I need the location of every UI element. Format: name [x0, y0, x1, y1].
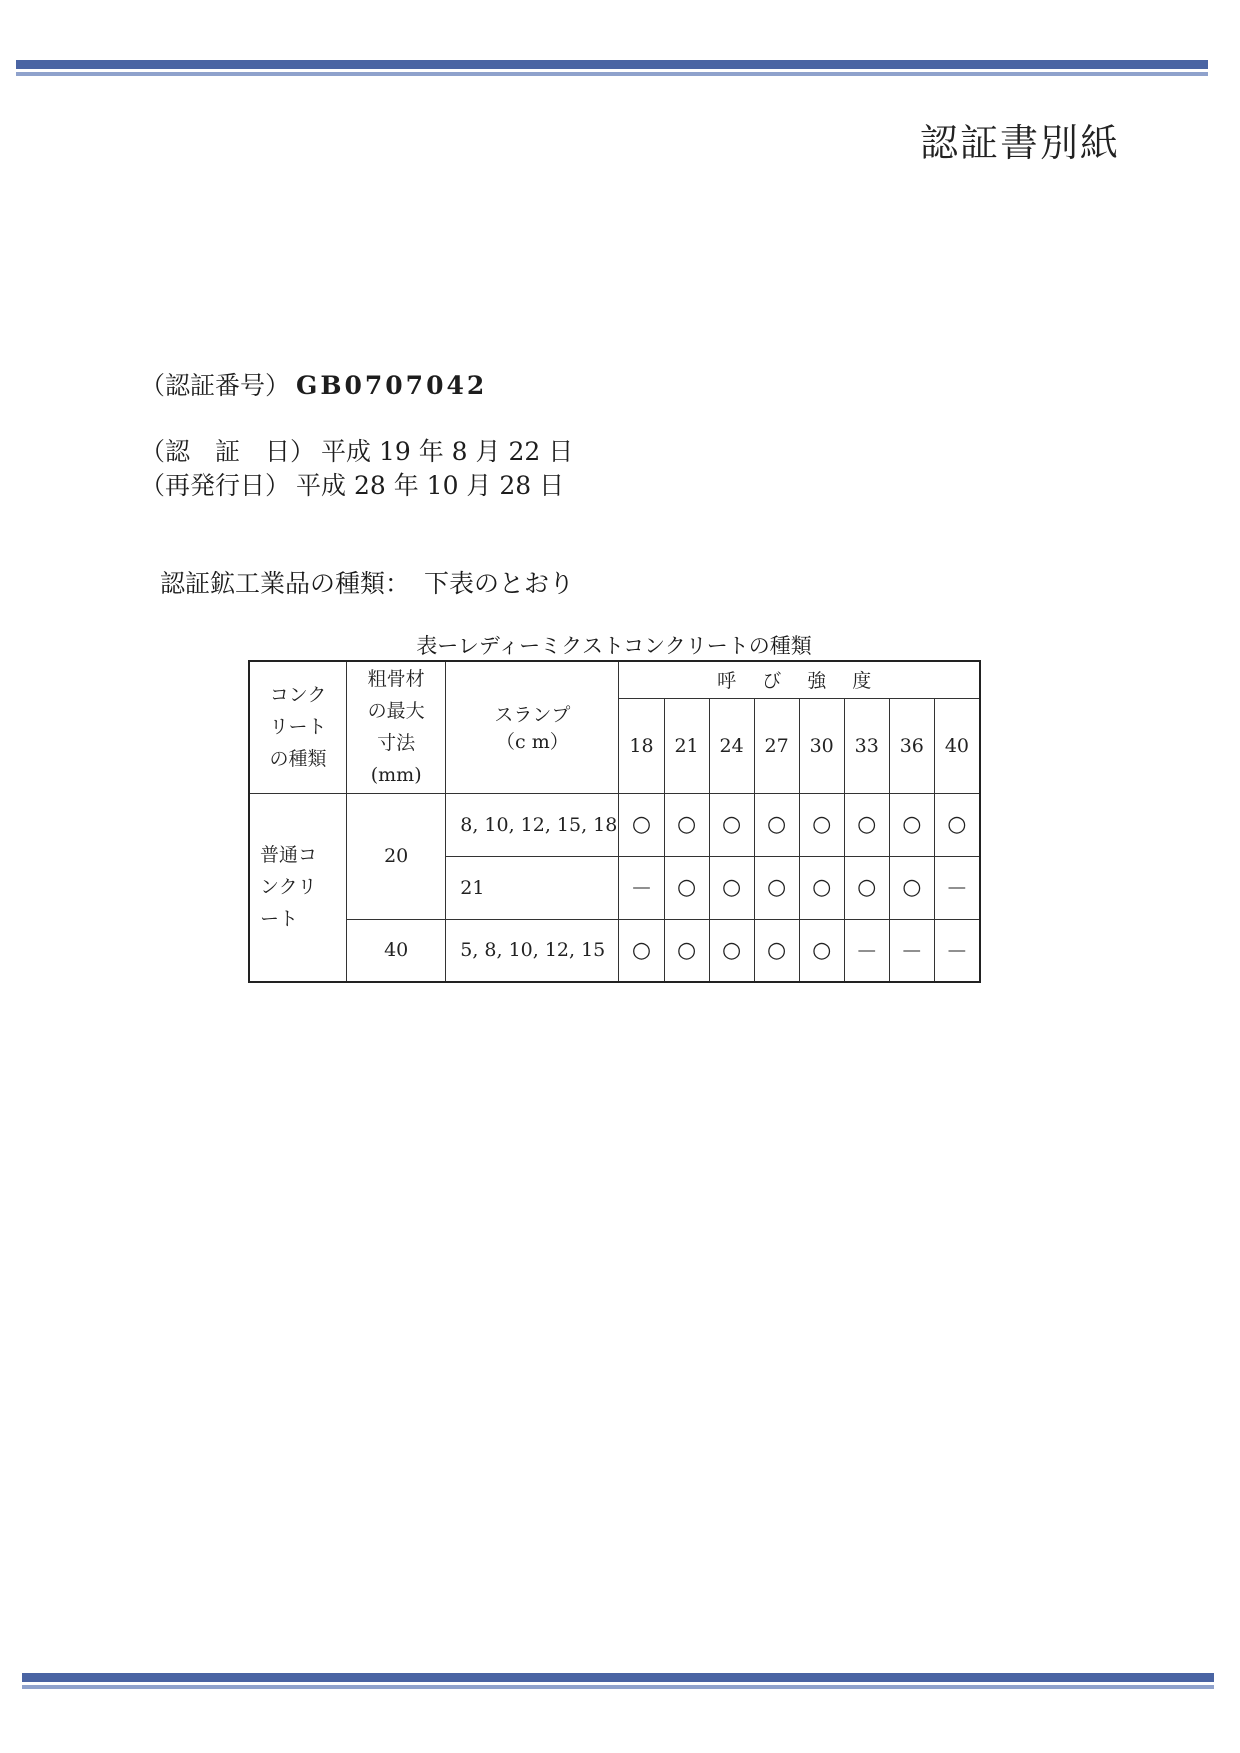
- availability-mark: ○: [889, 793, 934, 856]
- availability-mark: ○: [754, 856, 799, 919]
- certification-date-value: 平成 19 年 8 月 22 日: [321, 437, 574, 466]
- availability-mark: ○: [619, 919, 664, 982]
- header-strength-value: 21: [664, 698, 709, 793]
- availability-mark: ○: [754, 919, 799, 982]
- certification-date-label: （認 証 日）: [140, 437, 316, 466]
- header-strength-value: 18: [619, 698, 664, 793]
- availability-mark: ○: [664, 856, 709, 919]
- header-strength-value: 30: [799, 698, 844, 793]
- top-border-band: [16, 60, 1208, 76]
- aggregate-size-cell: 20: [347, 793, 446, 919]
- table-caption: 表ーレディーミクストコンクリートの種類: [416, 634, 812, 658]
- header-aggregate-size: 粗骨材 の最大 寸法 (mm): [347, 661, 446, 793]
- table-row: [249, 919, 980, 982]
- availability-mark: ○: [709, 919, 754, 982]
- header-strength-value: 40: [934, 698, 980, 793]
- availability-mark: －: [934, 856, 980, 919]
- availability-mark: ○: [799, 793, 844, 856]
- availability-mark: ○: [664, 919, 709, 982]
- certification-date-row: [140, 432, 573, 468]
- certification-number-row: [140, 366, 487, 402]
- reissue-date-row: [140, 466, 564, 502]
- availability-mark: －: [889, 919, 934, 982]
- header-concrete-type: コンク リート の種類: [249, 661, 347, 793]
- product-kind-label: 認証鉱工業品の種類：: [160, 569, 411, 598]
- availability-mark: ○: [619, 793, 664, 856]
- availability-mark: ○: [934, 793, 980, 856]
- slump-cell: 5, 8, 10, 12, 15: [446, 919, 619, 982]
- header-strength-value: 36: [889, 698, 934, 793]
- availability-mark: －: [934, 919, 980, 982]
- availability-mark: ○: [799, 856, 844, 919]
- reissue-date-value: 平成 28 年 10 月 28 日: [296, 471, 565, 500]
- slump-cell: 21: [446, 856, 619, 919]
- header-strength-value: 27: [754, 698, 799, 793]
- header-strength-value: 33: [844, 698, 889, 793]
- availability-mark: ○: [754, 793, 799, 856]
- availability-mark: ○: [799, 919, 844, 982]
- availability-mark: －: [619, 856, 664, 919]
- availability-mark: ○: [844, 856, 889, 919]
- availability-mark: ○: [664, 793, 709, 856]
- availability-mark: ○: [844, 793, 889, 856]
- product-kind-value: 下表のとおり: [424, 569, 575, 598]
- concrete-type-cell: 普通コ ンクリ ート: [249, 793, 347, 982]
- availability-mark: ○: [709, 856, 754, 919]
- header-nominal-strength: 呼 び 強 度: [619, 661, 980, 698]
- document-title: 認証書別紙: [919, 121, 1120, 165]
- certification-number-label: （認証番号）: [140, 371, 291, 400]
- header-strength-value: 24: [709, 698, 754, 793]
- header-slump: スランプ （c m）: [446, 661, 619, 793]
- concrete-type-table: [248, 660, 981, 983]
- table-row: [249, 793, 980, 856]
- certification-number-value: GB0707042: [296, 371, 488, 400]
- availability-mark: ○: [889, 856, 934, 919]
- reissue-date-label: （再発行日）: [140, 471, 291, 500]
- aggregate-size-cell: 40: [347, 919, 446, 982]
- availability-mark: －: [844, 919, 889, 982]
- bottom-border-band: [22, 1673, 1214, 1689]
- availability-mark: ○: [709, 793, 754, 856]
- slump-cell: 8, 10, 12, 15, 18: [446, 793, 619, 856]
- product-kind-row: [160, 564, 574, 600]
